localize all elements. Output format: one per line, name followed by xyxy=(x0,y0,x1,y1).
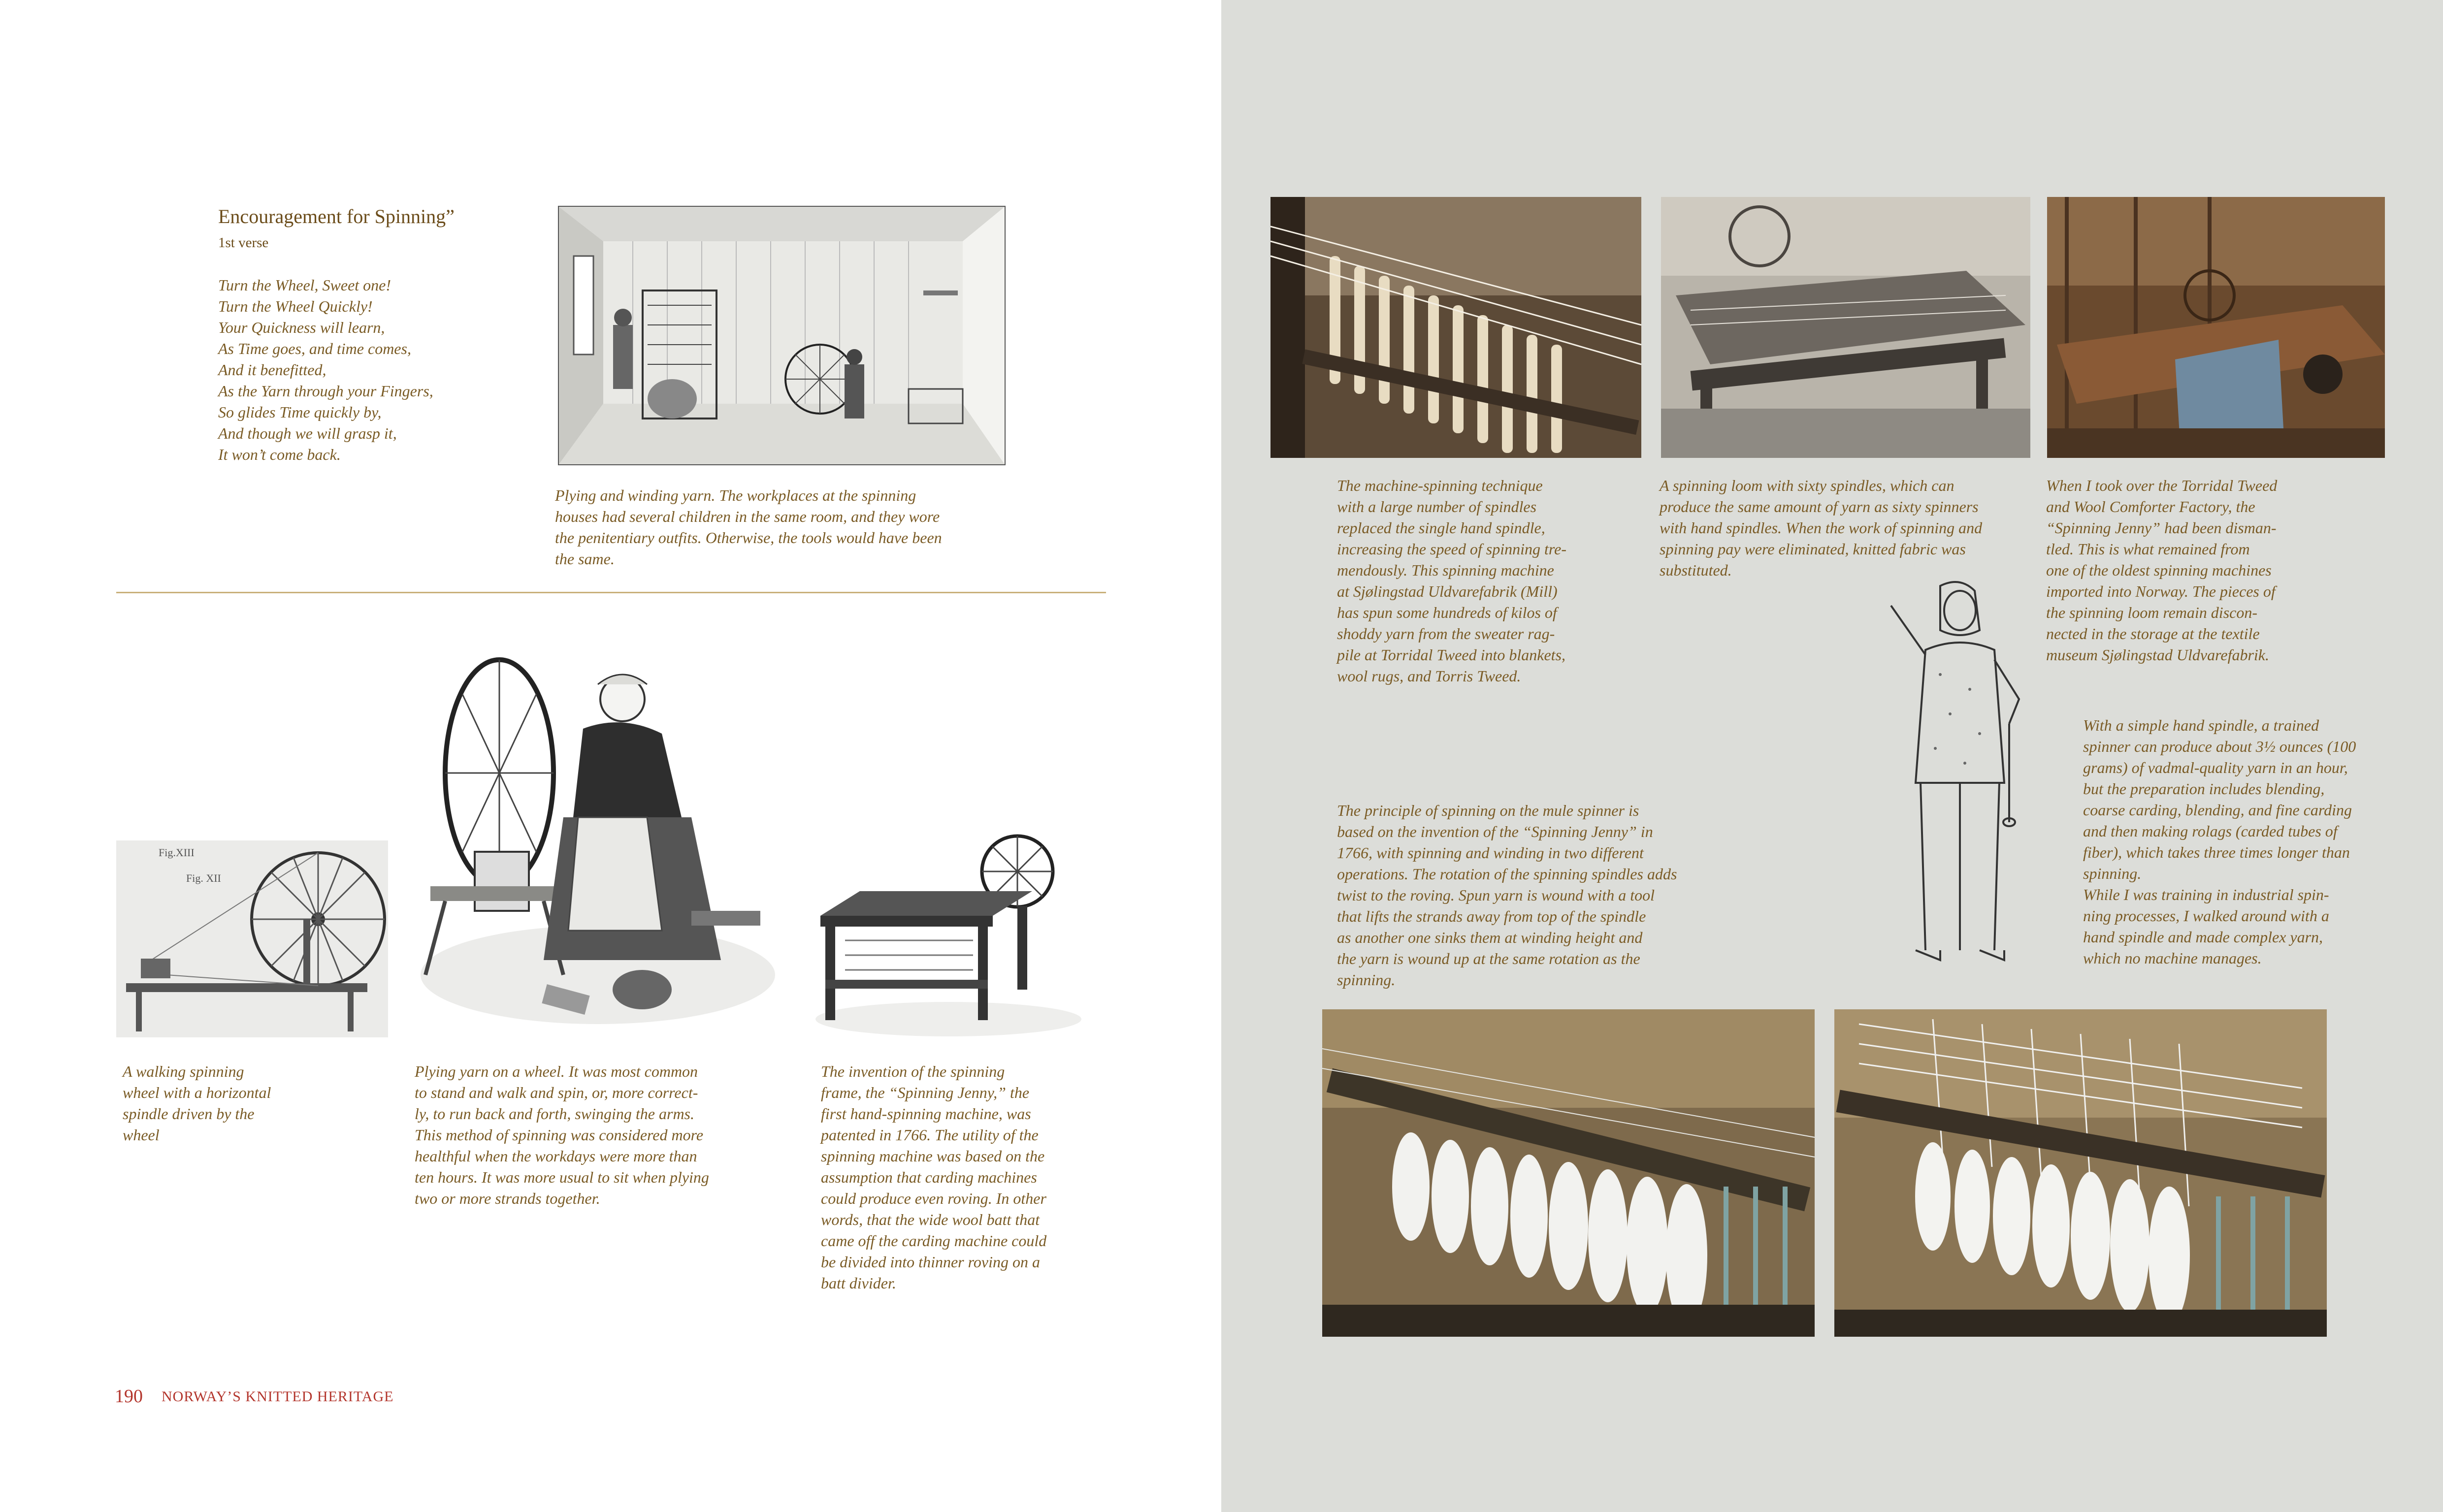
photo-spinning-loom xyxy=(1661,197,2030,458)
plying-wheel-caption: Plying yarn on a wheel. It was most common to stand and walk and spin, or, more correct- ly, to run back and forth, swinging the arms. This method of spinning was considered more healthful when the workdays were more than ten hours. It was more usual to sit when plying two or more strands together. xyxy=(415,1062,709,1207)
machine-spinning-caption: The machine-spinning technique with a large number of spindles replaced the single hand spindle, increasing the speed of spinning tre- mendously. This spinning machine at Sjølingstad Uldvarefabrik (Mill) has spun some hundreds of kilos of shoddy yarn from the sweater rag- pile at Torridal Tweed into blankets, wool rugs, and Torris Tweed. xyxy=(1337,477,1566,685)
mule-spinner-caption: The principle of spinning on the mule spinner is based on the invention of the “Spinning Jenny” in 1766, with spinning and winding in two different operations. The rotation of the spinning spindles adds twist to the roving. Spun yarn is wound with a tool that lifts the strands away from top of the spindle as another one sinks them at winding height and the yarn is wound up at the same rotation as the spinning. xyxy=(1337,802,1677,989)
fig-label-xii: Fig. XII xyxy=(186,872,221,884)
spinning-loom-caption: A spinning loom with sixty spindles, which can produce the same amount of yarn as sixty spinners with hand spindles. When the work of spinning and spinning pay were eliminated, knitted fabric was substituted. xyxy=(1660,477,1983,579)
poem-title: Encouragement for Spinning” xyxy=(218,205,455,227)
engraving-spinning-house xyxy=(558,206,1006,465)
walking-wheel-caption: A walking spinning wheel with a horizontal spindle driven by the wheel xyxy=(123,1062,271,1144)
plying-wheel-engraving xyxy=(416,655,780,1029)
photo-machine-spindles xyxy=(1270,197,1641,458)
left-page xyxy=(0,0,1221,1512)
engraving-caption: Plying and winding yarn. The workplaces at the spinning houses had several children in the same room, and they wore the penitentiary outfits. Otherwise, the tools would have been the same. xyxy=(555,486,942,568)
spinning-jenny-caption: The invention of the spinning frame, the “Spinning Jenny,” the first hand-spinning machine, was patented in 1766. The utility of the spinning machine was based on the assumption that carding machines could produce even roving. In other words, that the wide wool batt that came off the carding machine could be divided into thinner roving on a batt divider. xyxy=(821,1062,1047,1292)
poem-subtitle: 1st verse xyxy=(218,235,269,251)
photo-dismantled-jenny xyxy=(2047,197,2385,458)
right-page xyxy=(1221,0,2443,1512)
hand-spindle-drawing xyxy=(1861,576,2049,999)
photo-white-bobbins-2 xyxy=(1834,1009,2327,1337)
walking-wheel-diagram xyxy=(116,840,388,1037)
poem-verse: Turn the Wheel, Sweet one! Turn the Wheel Quickly! Your Quickness will learn, As Time goes, and time comes, And it benefitted, As the Yarn through your Fingers, So glides Time quickly by, And though we will grasp it, It won’t come back. xyxy=(218,276,433,463)
spinning-jenny-engraving xyxy=(811,832,1086,1039)
hand-spindle-caption: With a simple hand spindle, a trained spinner can produce about 3½ ounces (100 grams) of vadmal-quality yarn in an hour, but the preparation includes blending, coarse carding, blending, and fine carding and then making rolags (carded tubes of fiber), which takes three times longer than spinning. While I was training in industrial spin- ning processes, I walked around with a hand spindle and made complex yarn, which no machine manages. xyxy=(2083,716,2356,967)
page-number: 190 xyxy=(115,1386,143,1407)
section-divider xyxy=(116,592,1106,593)
fig-label-xiii: Fig.XIII xyxy=(159,846,195,859)
torridal-caption: When I took over the Torridal Tweed and Wool Comforter Factory, the “Spinning Jenny” had been disman- tled. This is what remained from one of the oldest spinning machines imported into Norway. The pieces of the spinning loom remain discon- nected in the storage at the textile museum Sjølingstad Uldvarefabrik. xyxy=(2046,477,2278,664)
photo-white-bobbins-1 xyxy=(1322,1009,1815,1337)
running-head: NORWAY’S KNITTED HERITAGE xyxy=(162,1388,394,1405)
